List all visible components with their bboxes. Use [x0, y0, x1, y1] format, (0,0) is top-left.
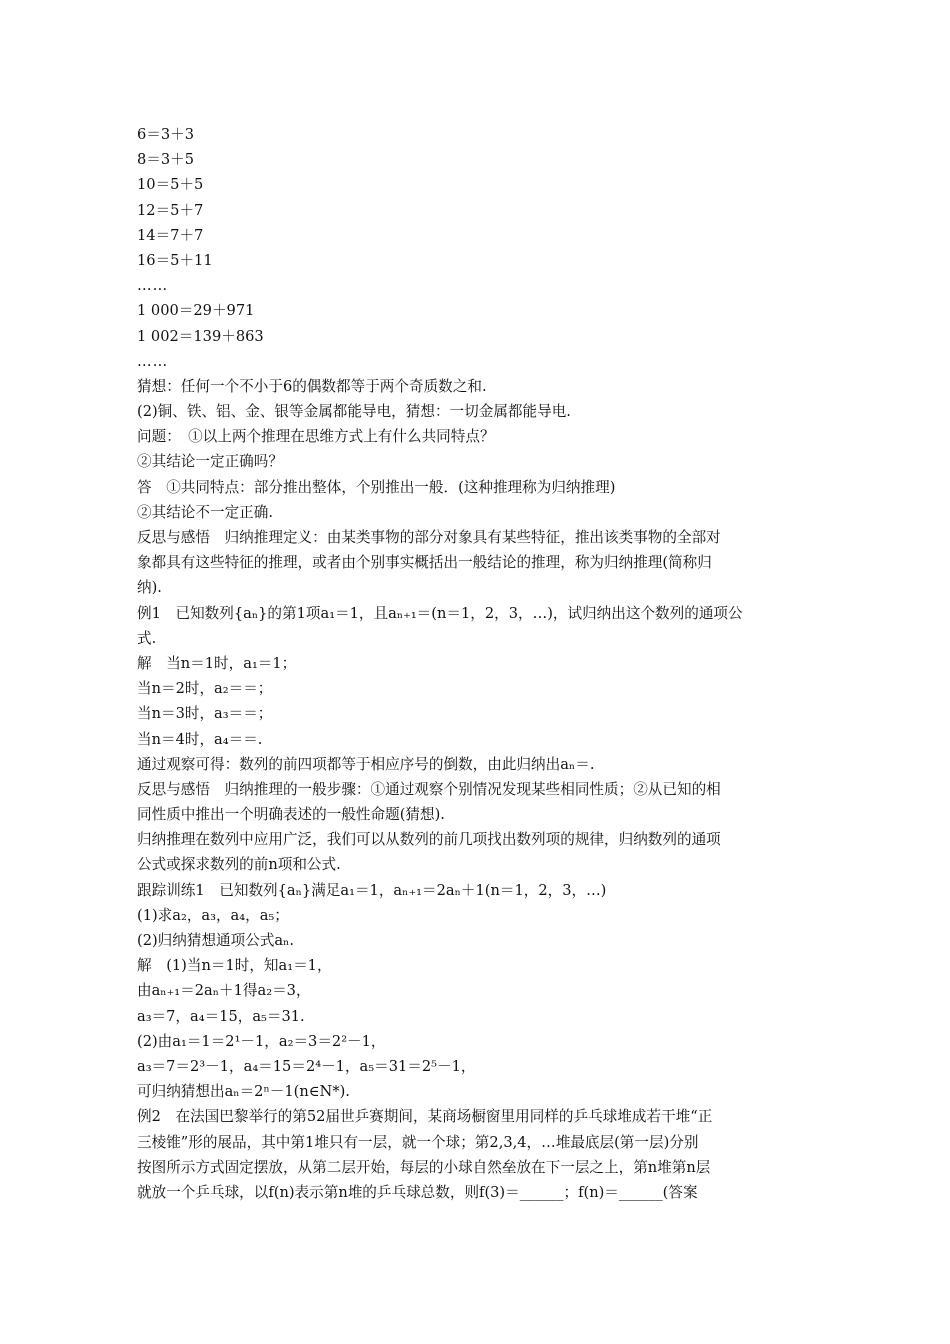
answer-line: 答 ①共同特点：部分推出整体，个别推出一般．(这种推理称为归纳推理) [137, 478, 616, 496]
text-line: 归纳推理在数列中应用广泛，我们可以从数列的前几项找出数列项的规律，归纳数列的通项 [137, 831, 721, 849]
practice-1-line: (2)归纳猜想通项公式aₙ. [137, 932, 295, 949]
document-body [137, 122, 817, 1205]
reflection-line: 同性质中推出一个明确表述的一般性命题(猜想). [137, 806, 445, 824]
solution-line: 当n＝3时，a₃＝＝； [137, 705, 273, 723]
solution-line: 由aₙ₊₁＝2aₙ＋1得a₂＝3， [137, 982, 311, 1000]
ellipsis-line: …… [137, 352, 169, 370]
question-line: 问题： ①以上两个推理在思维方式上有什么共同特点？ [137, 428, 495, 446]
solution-line: 当n＝4时，a₄＝＝. [137, 730, 263, 748]
text-line: (2)铜、铁、铝、金、银等金属都能导电，猜想：一切金属都能导电. [137, 403, 571, 421]
question-line: ②其结论一定正确吗？ [137, 453, 283, 471]
example-2-line: 就放一个乒乓球，以f(n)表示第n堆的乒乓球总数，则f(3)＝______；f(n)＝______(答案 [137, 1183, 698, 1201]
conjecture-line: 猜想：任何一个不小于6的偶数都等于两个奇质数之和. [137, 377, 487, 395]
solution-line: 当n＝2时，a₂＝＝； [137, 680, 273, 698]
practice-1-line: 跟踪训练1 已知数列{aₙ}满足a₁＝1，aₙ₊₁＝2aₙ＋1(n＝1，2，3，…) [137, 881, 607, 899]
answer-line: ②其结论不一定正确. [137, 503, 273, 521]
text-line: 1 000＝29＋971 [137, 302, 255, 320]
solution-line: 解 当n＝1时，a₁＝1； [137, 654, 297, 672]
text-line: 14＝7＋7 [137, 226, 204, 244]
text-line: 16＝5＋11 [137, 251, 213, 269]
reflection-line: 反思与感悟 归纳推理的一般步骤：①通过观察个别情况发现某些相同性质；②从已知的相 [137, 780, 721, 798]
reflection-line: 纳). [137, 579, 162, 597]
practice-1-line: (1)求a₂，a₃，a₄，a₅； [137, 906, 289, 924]
example-2-line: 例2 在法国巴黎举行的第52届世乒赛期间，某商场橱窗里用同样的乒乓球堆成若干堆“正 [137, 1108, 713, 1126]
solution-line: (2)由a₁＝1＝2¹－1，a₂＝3＝2²－1， [137, 1032, 386, 1050]
example-2-line: 三棱锥”形的展品，其中第1堆只有一层，就一个球；第2,3,4，…堆最底层(第一层)分别 [137, 1133, 699, 1151]
solution-line: 解 (1)当n＝1时，知a₁＝1， [137, 957, 332, 975]
reflection-line: 反思与感悟 归纳推理定义：由某类事物的部分对象具有某些特征，推出该类事物的全部对 [137, 529, 721, 546]
solution-line: a₃＝7，a₄＝15，a₅＝31. [137, 1007, 305, 1025]
text-line: 1 002＝139＋863 [137, 327, 264, 345]
text-line: 6＝3＋3 [137, 126, 195, 143]
example-2-line: 按图所示方式固定摆放，从第二层开始，每层的小球自然垒放在下一层之上，第n堆第n层 [137, 1158, 711, 1176]
text-line: 公式或探求数列的前n项和公式. [137, 856, 341, 874]
example-1-line: 式. [137, 629, 157, 647]
text-line: 10＝5＋5 [137, 176, 204, 194]
text-line: 8＝3＋5 [137, 151, 195, 169]
example-1-line: 例1 已知数列{aₙ}的第1项a₁＝1，且aₙ₊₁＝(n＝1，2，3，…)，试归纳出这个数列的通项公 [137, 604, 743, 622]
solution-line: 可归纳猜想出aₙ＝2ⁿ－1(n∈N*). [137, 1083, 350, 1101]
text-line: 12＝5＋7 [137, 201, 204, 219]
solution-line: 通过观察可得：数列的前四项都等于相应序号的倒数，由此归纳出aₙ＝. [137, 755, 595, 773]
ellipsis-line: …… [137, 277, 169, 295]
solution-line: a₃＝7＝2³－1，a₄＝15＝2⁴－1，a₅＝31＝2⁵－1， [137, 1057, 476, 1075]
reflection-line: 象都具有这些特征的推理，或者由个别事实概括出一般结论的推理，称为归纳推理(简称归 [137, 554, 712, 572]
